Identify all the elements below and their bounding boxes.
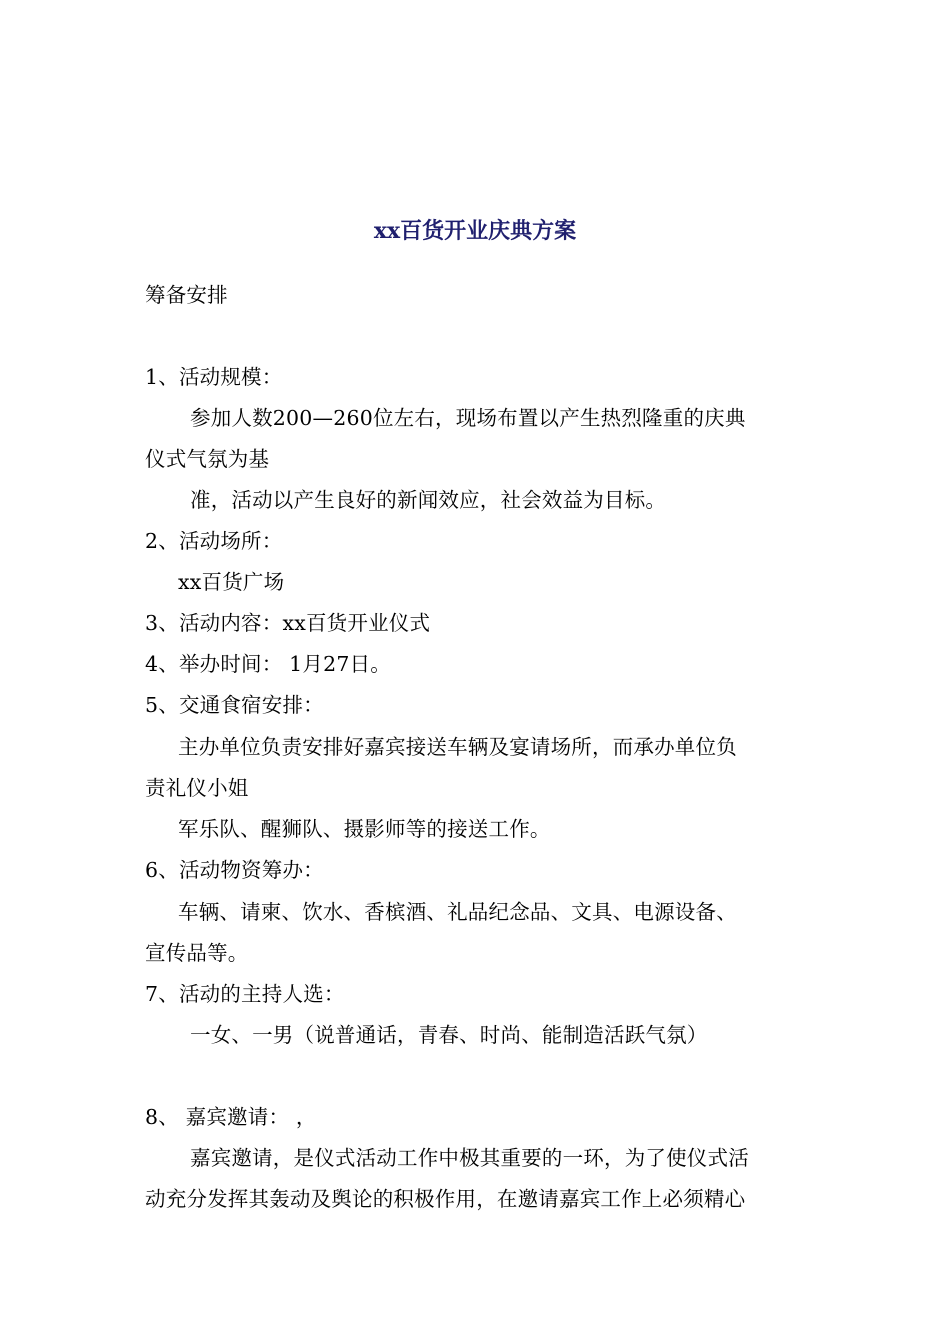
item-2-heading: 2、活动场所：: [145, 529, 283, 553]
item-1-text: 仪式气氛为基: [145, 447, 270, 471]
item-6-heading: 6、活动物资筹办：: [145, 858, 324, 882]
section-heading: 筹备安排: [145, 283, 228, 307]
item-8-heading: 8、 嘉宾邀请： ，: [145, 1105, 317, 1129]
item-5-text: 军乐队、醒狮队、摄影师等的接送工作。: [178, 817, 551, 841]
item-7-text: 一女、一男（说普通话，青春、时尚、能制造活跃气氛）: [190, 1023, 708, 1047]
item-2-text: xx百货广场: [178, 570, 285, 594]
item-3-heading: 3、活动内容：xx百货开业仪式: [145, 611, 431, 635]
item-7-heading: 7、活动的主持人选：: [145, 982, 345, 1006]
item-5-text: 主办单位负责安排好嘉宾接送车辆及宴请场所，而承办单位负: [178, 735, 737, 759]
item-8-text: 动充分发挥其轰动及舆论的积极作用，在邀请嘉宾工作上必须精心: [145, 1187, 746, 1211]
item-4-heading: 4、举办时间： 1月27日。: [145, 652, 391, 676]
item-5-heading: 5、交通食宿安排：: [145, 693, 324, 717]
item-8-text: 嘉宾邀请，是仪式活动工作中极其重要的一环，为了使仪式活: [190, 1146, 749, 1170]
item-5-text: 责礼仪小姐: [145, 776, 249, 800]
item-1-heading: 1、活动规模：: [145, 365, 283, 389]
item-1-text: 参加人数200—260位左右，现场布置以产生热烈隆重的庆典: [190, 406, 746, 430]
item-1-text: 准，活动以产生良好的新闻效应，社会效益为目标。: [190, 488, 667, 512]
document-title: xx百货开业庆典方案: [373, 218, 577, 244]
item-6-text: 宣传品等。: [145, 941, 249, 965]
item-6-text: 车辆、请柬、饮水、香槟酒、礼品纪念品、文具、电源设备、: [178, 900, 737, 924]
